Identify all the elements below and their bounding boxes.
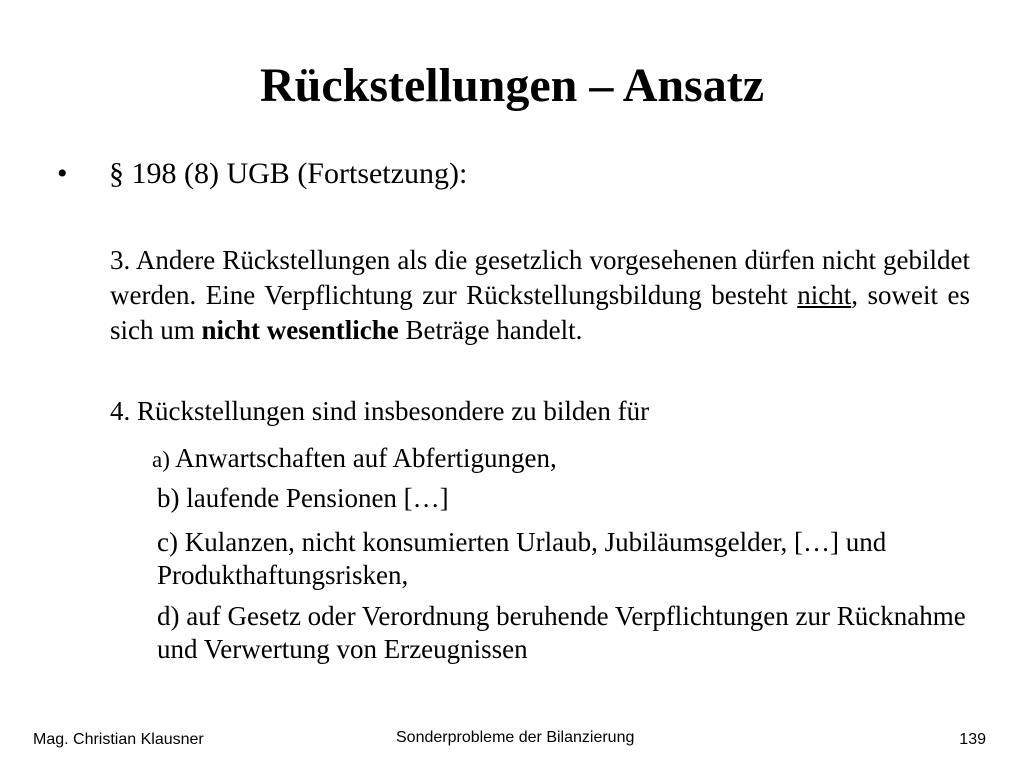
list-item-a-letter: a) — [152, 447, 170, 472]
paragraph-3-part1: 3. Andere Rückstellungen als die gesetzlich vorgesehenen dürfen nicht gebildet werden. Eine Verpflichtung zur Rückstellungsbildung besteht — [110, 245, 970, 310]
paragraph-3-underlined: nicht — [797, 280, 852, 310]
slide-title: Rückstellungen – Ansatz — [259, 59, 765, 112]
bullet-text: § 198 (8) UGB (Fortsetzung): — [109, 157, 468, 190]
footer-author: Mag. Christian Klausner — [33, 731, 204, 748]
paragraph-3-part2: , soweit es sich um — [110, 280, 970, 345]
list-item-a — [152, 442, 962, 476]
footer-page-number: 139 — [959, 731, 986, 748]
paragraph-3 — [110, 243, 970, 348]
footer-topic: Sonderprobleme der Bilanzierung — [396, 729, 635, 746]
list-item-c: c) Kulanzen, nicht konsumierten Urlaub, Jubiläumsgelder, […] und Produkthaftungsrisken, — [157, 527, 887, 590]
paragraph-3-part3: Beträge handelt. — [398, 315, 583, 345]
list-item-a-text: Anwartschaften auf Abfertigungen, — [169, 443, 557, 473]
paragraph-3-bold: nicht wesentliche — [201, 315, 399, 345]
list-item-b: b) laufende Pensionen […] — [157, 483, 449, 513]
bullet-dot: • — [57, 157, 68, 190]
bullet-item — [57, 156, 467, 192]
list-item-d: d) auf Gesetz oder Verordnung beruhende Verpflichtungen zur Rücknahme und Verwertung von Erzeugnissen — [157, 601, 966, 664]
paragraph-4: 4. Rückstellungen sind insbesondere zu bilden für — [110, 396, 650, 426]
